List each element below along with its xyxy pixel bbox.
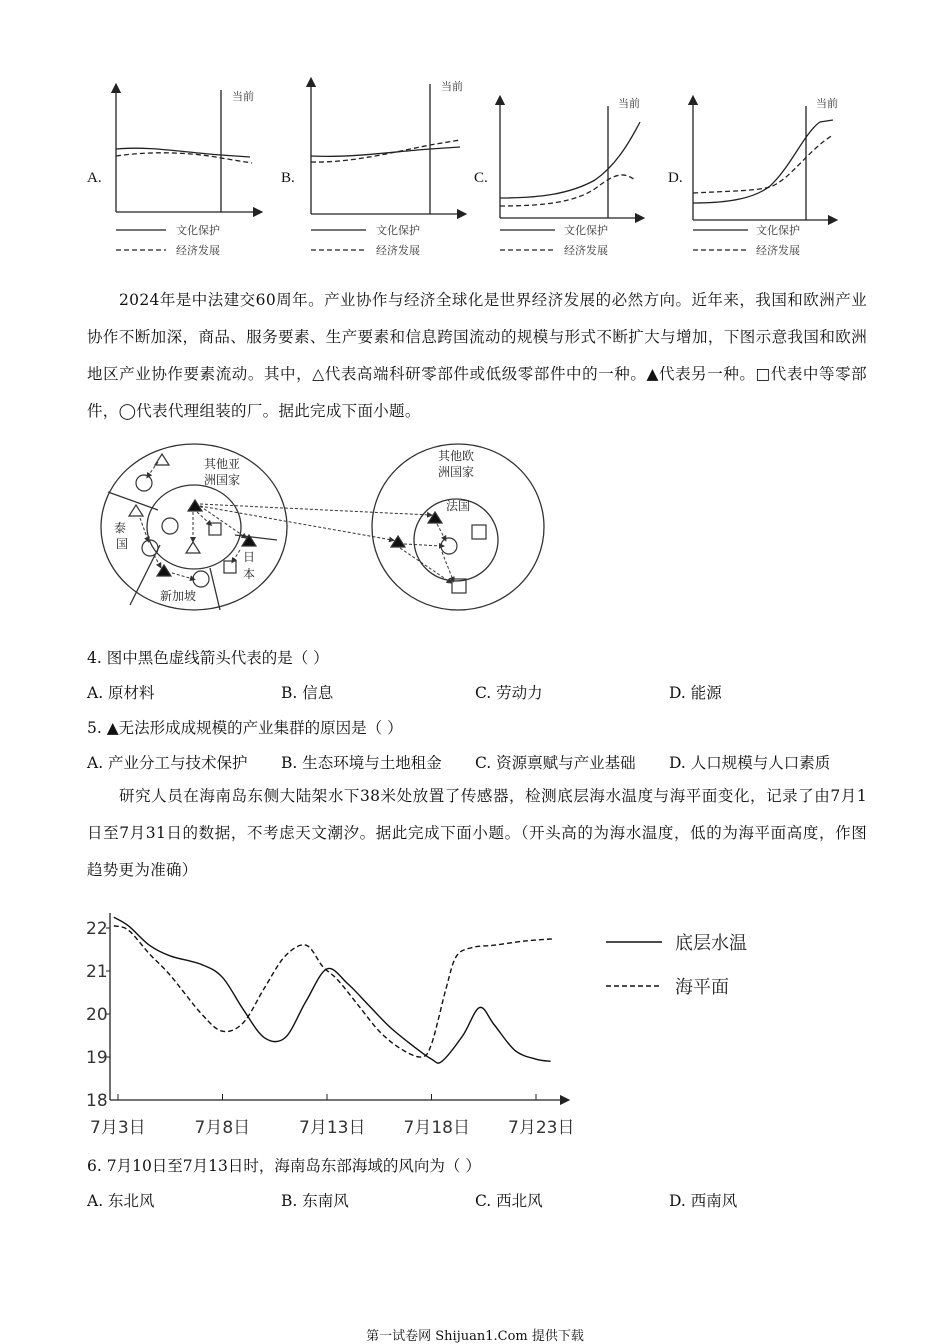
china-inner-circle: [147, 485, 241, 569]
page-footer: 第一试卷网 Shijuan1.Com 提供下载: [366, 1329, 584, 1344]
question-4-option-a[interactable]: A. 原材料: [87, 684, 155, 702]
europe-label-line1: 其他欧: [438, 449, 475, 463]
panel-a-legend-solid: 文化保护: [176, 224, 220, 237]
panel-c-legend-dashed: 经济发展: [564, 244, 608, 257]
question-6-option-a[interactable]: A. 东北风: [87, 1192, 155, 1210]
asia-label-line2: 洲国家: [204, 473, 241, 487]
thailand-label-line2: 国: [116, 537, 129, 551]
panel-d-now-label: 当前: [816, 97, 838, 110]
panel-letter-d: D.: [668, 170, 683, 186]
panel-letter-c: C.: [474, 170, 488, 186]
y-tick-label: 18: [86, 1091, 108, 1111]
y-tick-label: 22: [86, 919, 108, 939]
question-5-option-d[interactable]: D. 人口规模与人口素质: [669, 754, 831, 772]
x-tick-label: 7月3日: [90, 1118, 146, 1138]
question-5-option-c[interactable]: C. 资源禀赋与产业基础: [475, 754, 636, 772]
series-line-sea-level: [114, 926, 555, 1057]
panel-letter-a: A.: [87, 170, 102, 186]
passage-industry: 2024年是中法建交60周年。产业协作与经济全球化是世界经济发展的必然方向。近年来，我国和欧洲产业协作不断加深，商品、服务要素、生产要素和信息跨国流动的规模与形式不断扩大与增加，下图示意我国和欧洲地区产业协作要素流动。其中，△代表高端科研零部件或低级零部件中的一种。▲代表另一种。□代表中等零部件，◯代表代理组装的厂。据此完成下面小题。: [87, 291, 867, 420]
question-4-option-d[interactable]: D. 能源: [669, 684, 722, 702]
question-5-stem: 5. ▲无法形成成规模的产业集群的原因是（ ）: [87, 719, 403, 737]
passage-hainan: 研究人员在海南岛东侧大陆架水下38米处放置了传感器，检测底层海水温度与海平面变化，记录了由7月1日至7月31日的数据，不考虑天文潮汐。据此完成下面小题。（开头高的为海水温度，低的为海平面高度，作图趋势更为准确）: [87, 787, 867, 879]
japan-label-line2: 本: [243, 567, 256, 581]
panel-d-legend-dashed: 经济发展: [756, 244, 800, 257]
y-tick-label: 20: [86, 1005, 108, 1025]
x-tick-label: 7月13日: [299, 1118, 366, 1138]
panel-c-legend-solid: 文化保护: [564, 224, 608, 237]
panel-d-legend-solid: 文化保护: [756, 224, 800, 237]
france-label: 法国: [446, 499, 471, 513]
question-5-option-a[interactable]: A. 产业分工与技术保护: [87, 754, 248, 772]
question-6-stem: 6. 7月10日至7月13日时，海南岛东部海域的风向为（ ）: [87, 1157, 481, 1175]
question-4-option-b[interactable]: B. 信息: [281, 684, 334, 702]
question-6-option-c[interactable]: C. 西北风: [475, 1192, 543, 1210]
asia-label-line1: 其他亚: [204, 457, 241, 471]
japan-label-line1: 日: [243, 550, 256, 564]
y-tick-label: 21: [86, 962, 108, 982]
y-tick-label: 19: [86, 1048, 108, 1068]
question-4-stem: 4. 图中黑色虚线箭头代表的是（ ）: [87, 649, 329, 667]
panel-a-now-label: 当前: [232, 90, 254, 103]
panel-a-legend-dashed: 经济发展: [176, 244, 220, 257]
question-6-option-d[interactable]: D. 西南风: [669, 1192, 738, 1210]
panel-b-legend-solid: 文化保护: [376, 224, 420, 237]
thailand-label-line1: 泰: [114, 521, 127, 535]
temperature-sea-level-chart: [80, 905, 780, 1145]
series-line-bottom-temperature: [114, 917, 551, 1063]
x-tick-label: 7月18日: [403, 1118, 470, 1138]
panel-c-now-label: 当前: [618, 97, 640, 110]
panel-b-now-label: 当前: [441, 80, 463, 93]
question-4-option-c[interactable]: C. 劳动力: [475, 684, 543, 702]
question-6-option-b[interactable]: B. 东南风: [281, 1192, 349, 1210]
asia-outer-ring: [101, 444, 287, 610]
europe-label-line2: 洲国家: [438, 465, 475, 479]
panel-svg: [0, 70, 950, 270]
x-tick-label: 7月8日: [194, 1118, 251, 1138]
panel-b-legend-dashed: 经济发展: [376, 244, 420, 257]
singapore-label: 新加坡: [160, 589, 197, 603]
legend-label: 底层水温: [675, 933, 747, 954]
industry-flow-diagram: [100, 440, 560, 615]
panel-letter-b: B.: [281, 170, 295, 186]
x-tick-label: 7月23日: [508, 1118, 575, 1138]
question-5-option-b[interactable]: B. 生态环境与土地租金: [281, 754, 442, 772]
legend-label: 海平面: [675, 977, 729, 998]
